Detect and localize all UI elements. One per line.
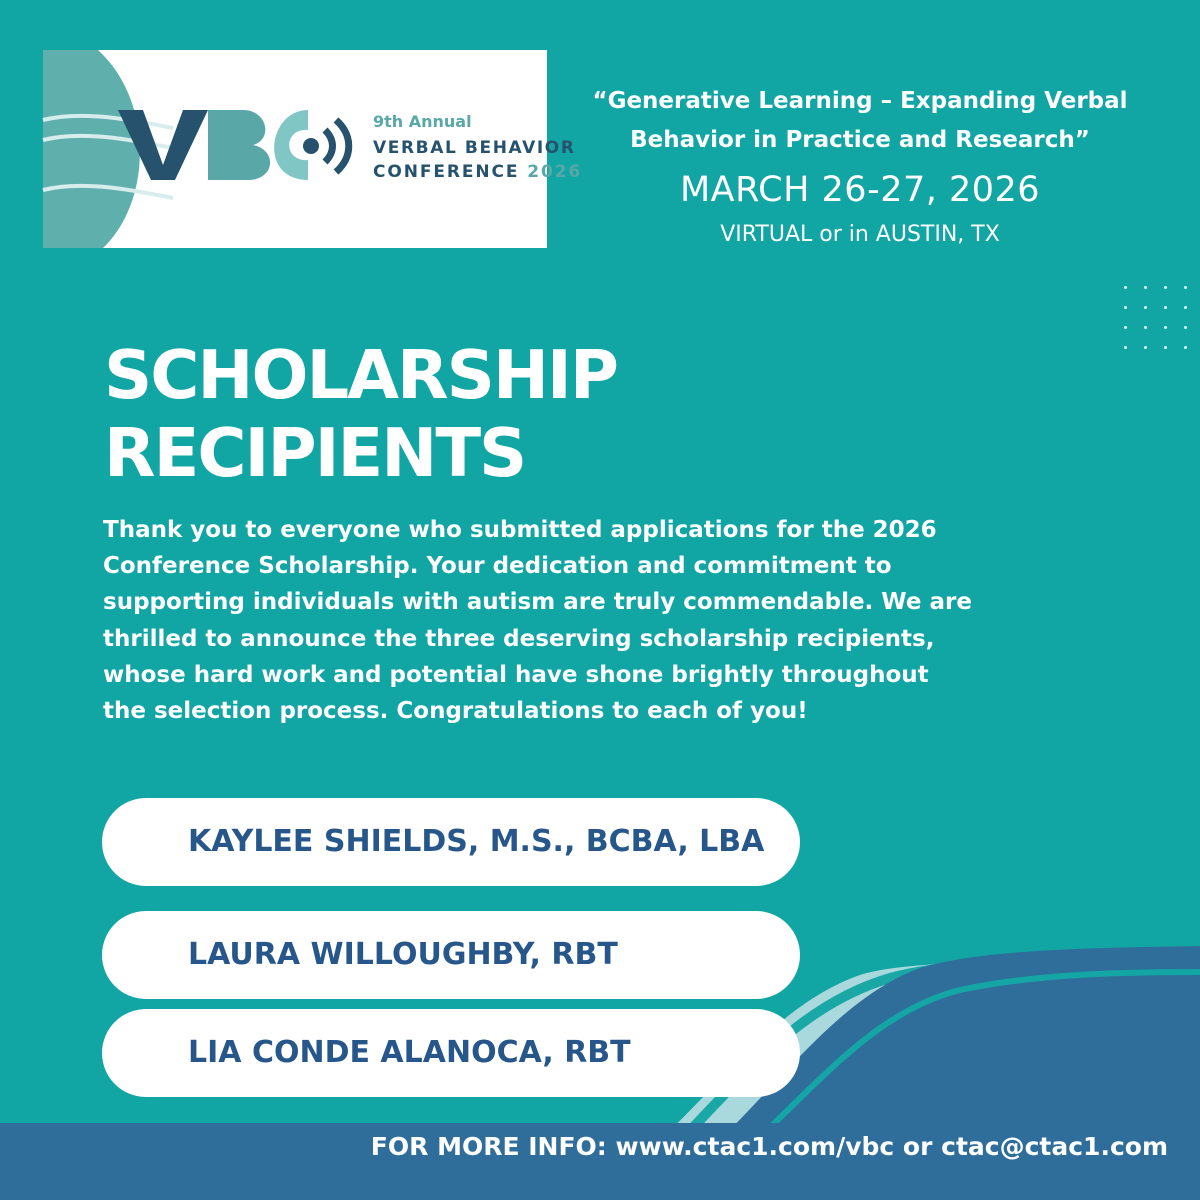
theme-line1: “Generative Learning – Expanding Verbal	[592, 88, 1128, 114]
conference-location: VIRTUAL or in AUSTIN, TX	[720, 222, 1000, 247]
page-title-line1: SCHOLARSHIP	[104, 336, 617, 414]
conference-dates: MARCH 26-27, 2026	[679, 170, 1041, 210]
logo-edition: 9th Annual	[373, 112, 472, 131]
logo-conference-word: CONFERENCE	[373, 162, 528, 182]
logo-title-line1: VERBAL BEHAVIOR	[373, 138, 576, 158]
announcement-paragraph: Thank you to everyone who submitted applications for the 2026 Conference Scholarship. Your dedication and commitment to supporting individuals with autism are truly commendable. We are thrilled to announce the three deserving scholarship recipients, whose hard work and potential have shone brightly throughout the selection process. Congratulations to each of you!	[103, 517, 972, 725]
recipient-name: LAURA WILLOUGHBY, RBT	[188, 937, 618, 972]
footer-contact-info: FOR MORE INFO: www.ctac1.com/vbc or ctac@ctac1.com	[370, 1132, 1168, 1161]
page-title-line2: RECIPIENTS	[104, 414, 526, 492]
recipient-pill	[102, 798, 800, 886]
logo-title-line2	[373, 162, 582, 182]
theme-line2: Behavior in Practice and Research”	[630, 127, 1090, 153]
logo-year: 2026	[527, 162, 583, 182]
conference-theme	[560, 82, 1160, 160]
page-title	[104, 336, 617, 492]
recipient-name: LIA CONDE ALANOCA, RBT	[188, 1035, 631, 1070]
recipient-pill	[102, 1009, 800, 1097]
recipient-pill	[102, 911, 800, 999]
dot-grid-decoration	[1120, 286, 1200, 356]
recipient-name: KAYLEE SHIELDS, M.S., BCBA, LBA	[188, 824, 765, 859]
conference-logo	[43, 50, 583, 248]
